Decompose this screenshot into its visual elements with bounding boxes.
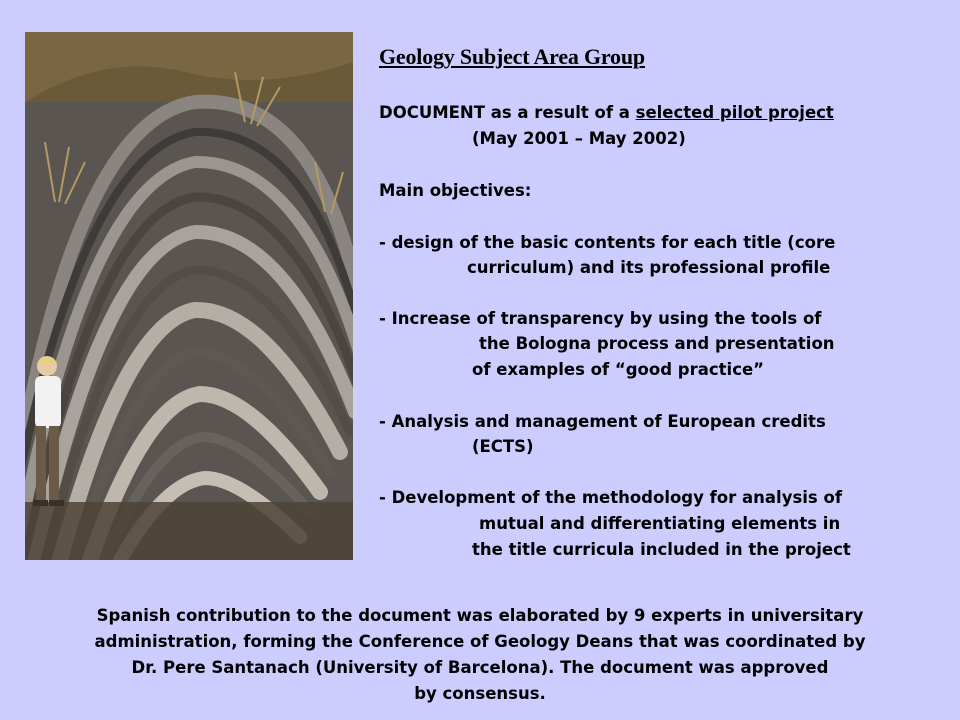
date-range: (May 2001 – May 2002) [472,129,686,148]
objective-4-line-2: mutual and differentiating elements in [479,514,841,533]
footer-line: administration, forming the Conference of Geology Deans that was coordinated by [94,632,866,651]
slide-title: Geology Subject Area Group [379,44,645,69]
objective-2-line-1 [379,308,821,330]
pilot-project-link: selected pilot project [635,103,834,122]
objective-3-line-1 [379,411,826,433]
objective-text: design of the basic contents for each title (core [391,233,836,252]
objective-4-line-1 [379,487,842,509]
objective-1-line-2: curriculum) and its professional profile [467,258,831,277]
bullet-dash: - [379,309,392,328]
bullet-dash: - [379,488,392,507]
document-line-prefix: DOCUMENT as a result of a [379,103,636,122]
objective-2-line-2: the Bologna process and presentation [479,334,835,353]
objective-3-line-2: (ECTS) [472,437,534,456]
footer-line: Dr. Pere Santanach (University of Barcelona). The document was approved [131,658,829,677]
footer-line: Spanish contribution to the document was elaborated by 9 experts in universitary [96,606,864,625]
rock-outcrop-photo [25,32,353,560]
footer-line: by consensus. [414,684,546,703]
objective-1-line-1 [379,232,835,254]
document-line [379,102,834,124]
objective-text: Development of the methodology for analysis of [391,488,843,507]
objective-text: Analysis and management of European credits [391,412,826,431]
objective-4-line-3: the title curricula included in the project [472,540,851,559]
bullet-dash: - [379,233,392,252]
objective-text: Increase of transparency by using the tools of [391,309,822,328]
objectives-heading: Main objectives: [379,181,532,200]
objective-2-line-3: of examples of “good practice” [472,360,765,379]
bullet-dash: - [379,412,392,431]
footer-paragraph [0,603,960,707]
